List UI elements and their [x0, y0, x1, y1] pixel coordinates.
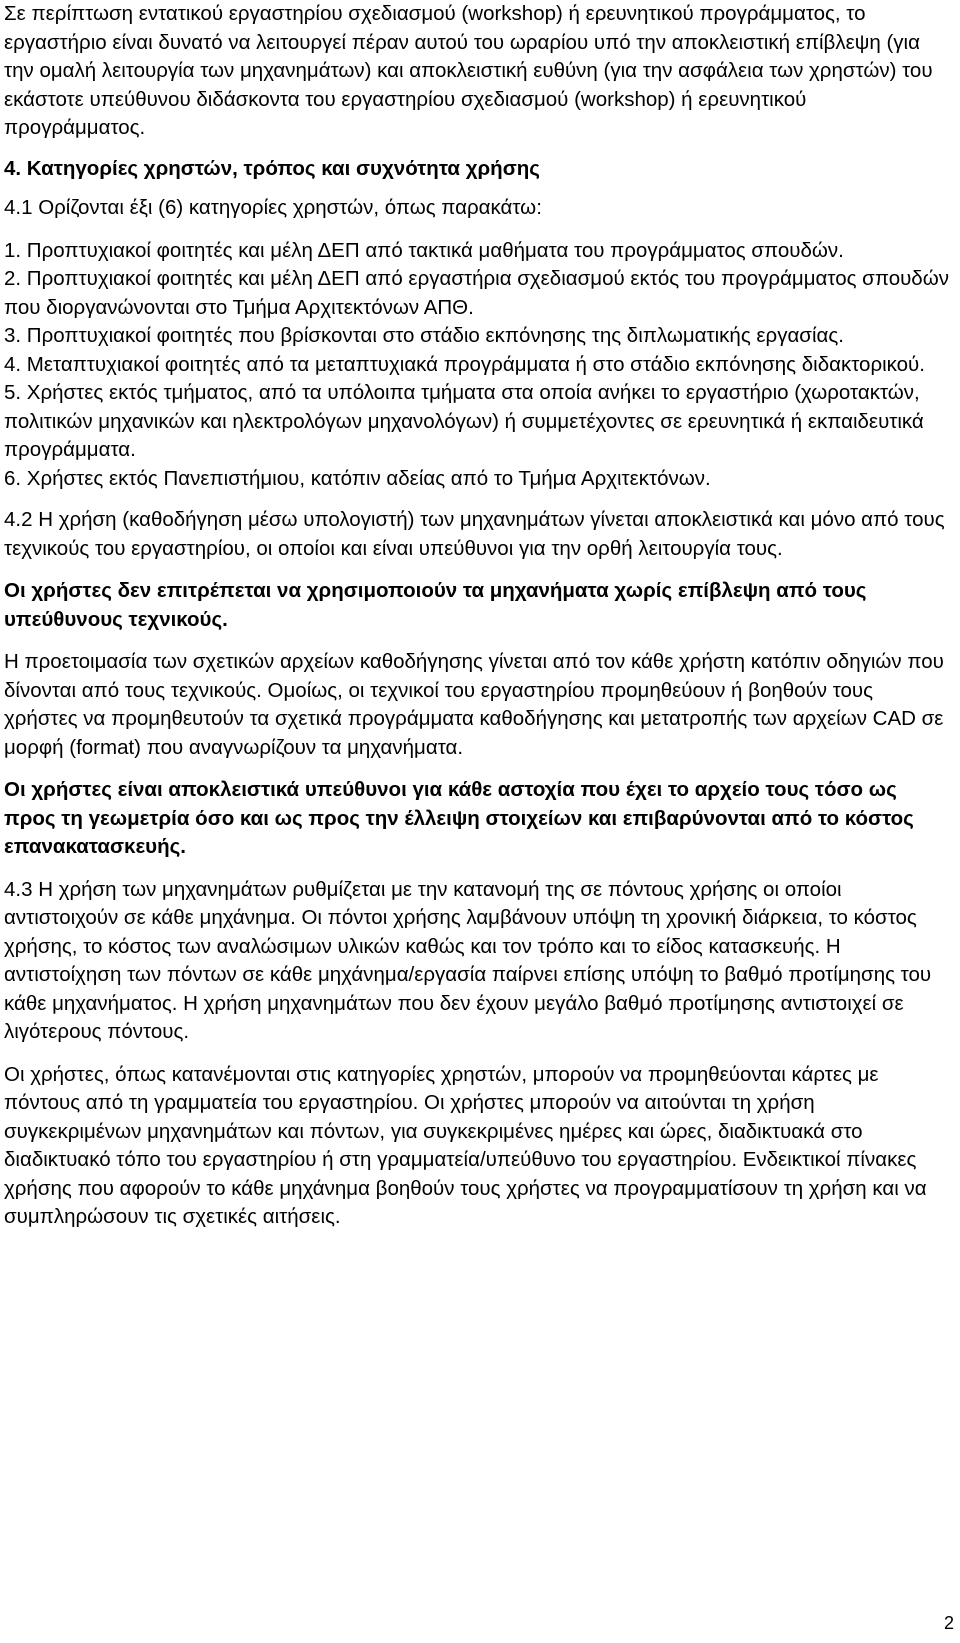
list-item: 1. Προπτυχιακοί φοιτητές και μέλη ΔΕΠ από τακτικά μαθήματα του προγράμματος σπουδών.: [4, 238, 844, 262]
list-item: 2. Προπτυχιακοί φοιτητές και μέλη ΔΕΠ από εργαστήρια σχεδιασμού εκτός του προγράμματος σπουδών που διοργανώνονται στο Τμήμα Αρχιτεκτόνων ΑΠΘ.: [4, 267, 949, 319]
list-item: 4. Μεταπτυχιακοί φοιτητές από τα μεταπτυχιακά προγράμματα ή στο στάδιο εκπόνησης διδακτορικού.: [4, 352, 925, 376]
preparation-paragraph: Η προετοιμασία των σχετικών αρχείων καθοδήγησης γίνεται από τον κάθε χρήστη κατόπιν οδηγιών που δίνονται από τους τεχνικούς. Ομοίως, οι τεχνικοί του εργαστηρίου προμηθεύουν ή βοηθούν τους χρήστες να προμηθευτούν τα σχετικά προγράμματα καθοδήγησης και μετατροπής των αρχείων CAD σε μορφή (format) που αναγνωρίζουν τα μηχανήματα.: [4, 650, 944, 759]
supervision-notice: Οι χρήστες δεν επιτρέπεται να χρησιμοποιούν τα μηχανήματα χωρίς επίβλεψη από τους υπεύθυνους τεχνικούς.: [4, 579, 867, 631]
responsibility-notice: Οι χρήστες είναι αποκλειστικά υπεύθυνοι για κάθε αστοχία που έχει το αρχείο τους τόσο ως προς τη γεωμετρία όσο και ως προς την έλλειψη στοιχείων και επιβαρύνονται από το κόστος επανακατασκευής.: [4, 778, 914, 858]
list-item: 6. Χρήστες εκτός Πανεπιστήμιου, κατόπιν αδείας από το Τμήμα Αρχιτεκτόνων.: [4, 466, 711, 490]
page-number: 2: [943, 1613, 954, 1633]
user-categories-list: [4, 237, 952, 494]
paragraph-4-3: 4.3 Η χρήση των μηχανημάτων ρυθμίζεται με την κατανομή της σε πόντους χρήσης οι οποίοι αντιστοιχούν σε κάθε μηχάνημα. Οι πόντοι χρήσης λαμβάνουν υπόψη τη χρονική διάρκεια, το κόστος χρήσης, το κόστος των αναλώσιμων υλικών καθώς και τον τρόπο και το είδος κατασκευής. Η αντιστοίχηση των πόντων σε κάθε μηχάνημα/εργασία παίρνει επίσης υπόψη το βαθμό προτίμησης του κάθε μηχανήματος. Η χρήση μηχανημάτων που δεν έχουν μεγάλο βαθμό προτίμησης αντιστοιχεί σε λιγότερους πόντους.: [4, 877, 932, 1043]
paragraph-4-1: 4.1 Ορίζονται έξι (6) κατηγορίες χρηστών, όπως παρακάτω:: [4, 196, 542, 219]
paragraph-4-2: 4.2 Η χρήση (καθοδήγηση μέσω υπολογιστή) των μηχανημάτων γίνεται αποκλειστικά και μόνο από τους τεχνικούς του εργαστηρίου, οι οποίοι και είναι υπεύθυνοι για την ορθή λειτουργία τους.: [4, 508, 945, 560]
list-item: 3. Προπτυχιακοί φοιτητές που βρίσκονται στο στάδιο εκπόνησης της διπλωματικής εργασίας.: [4, 324, 844, 347]
list-item: 5. Χρήστες εκτός τμήματος, από τα υπόλοιπα τμήματα στα οποία ανήκει το εργαστήριο (χωροτακτών, πολιτικών μηχανικών και ηλεκτρολόγων μηχανολόγων) ή συμμετέχοντες σε ερευνητικά ή εκπαιδευτικά προγράμματα.: [4, 381, 924, 461]
intro-paragraph: Σε περίπτωση εντατικού εργαστηρίου σχεδιασμού (workshop) ή ερευνητικού προγράμματος, το εργαστήριο είναι δυνατό να λειτουργεί πέραν αυτού του ωραρίου υπό την αποκλειστική επίβλεψη (για την ομαλή λειτουργία των μηχανημάτων) και αποκλειστική ευθύνη (για την ασφάλεια των χρηστών) του εκάστοτε υπεύθυνου διδάσκοντα του εργαστηρίου σχεδιασμού (workshop) ή ερευνητικού προγράμματος.: [4, 2, 933, 139]
cards-paragraph: Οι χρήστες, όπως κατανέμονται στις κατηγορίες χρηστών, μπορούν να προμηθεύονται κάρτες με πόντους από τη γραμματεία του εργαστηρίου. Οι χρήστες μπορούν να αιτούνται τη χρήση συγκεκριμένων μηχανημάτων και πόντων, για συγκεκριμένες ημέρες και ώρες, διαδικτυακά στο διαδικτυακό τόπο του εργαστηρίου ή στη γραμματεία/υπεύθυνο του εργαστηρίου. Ενδεικτικοί πίνακες χρήσης που αφορούν το κάθε μηχάνημα βοηθούν τους χρήστες να προγραμματίσουν τη χρήση και να συμπληρώσουν τις σχετικές αιτήσεις.: [4, 1062, 927, 1228]
document-page: [4, 0, 952, 1232]
section-heading: 4. Κατηγορίες χρηστών, τρόπος και συχνότητα χρήσης: [4, 156, 540, 180]
